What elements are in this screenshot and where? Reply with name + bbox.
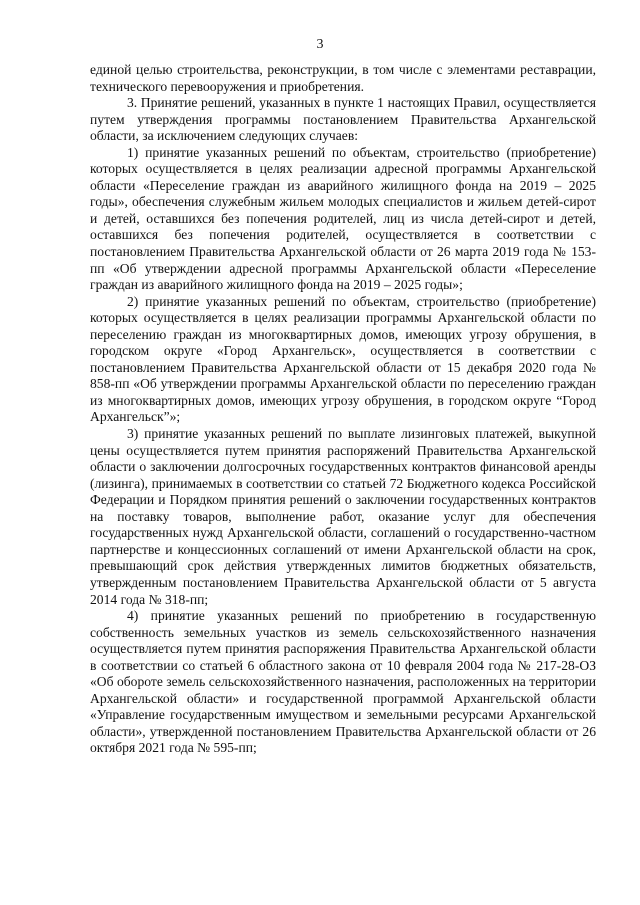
paragraph-subclause-2: 2) принятие указанных решений по объектам, строительство (приобретение) которых осуществляется в целях реализации программы Архангельской области по переселению граждан из многоквартирных домов, имеющих угрозу обрушения, в городском округе «Город Архангельск», осуществляется в соответствии с постановлением Правительства Архангельской области от 15 декабря 2020 года № 858-пп «Об утверждении программы Архангельской области по переселению граждан из многоквартирных домов, имеющих угрозу обрушения, в городском округе “Город Архангельск”»; bbox=[90, 293, 596, 425]
paragraph-clause-3: 3. Принятие решений, указанных в пункте 1 настоящих Правил, осуществляется путем утверждения программы постановлением Правительства Архангельской области, за исключением следующих случаев: bbox=[90, 95, 596, 144]
page-number: 3 bbox=[316, 37, 324, 52]
document-body bbox=[90, 62, 596, 757]
paragraph-subclause-4: 4) принятие указанных решений по приобретению в государственную собственность земельных участков из земель сельскохозяйственного назначения осуществляется путем принятия распоряжения Правительства Архангельской области в соответствии со статьей 6 областного закона от 10 февраля 2004 года № 217-28-ОЗ «Об обороте земель сельскохозяйственного назначения, расположенных на территории Архангельской области» и государственной программой Архангельской области «Управление государственным имуществом и земельными ресурсами Архангельской области», утвержденной постановлением Правительства Архангельской области от 26 октября 2021 года № 595-пп; bbox=[90, 608, 596, 756]
paragraph-subclause-3: 3) принятие указанных решений по выплате лизинговых платежей, выкупной цены осуществляется путем принятия распоряжений Правительства Архангельской области о заключении долгосрочных государственных контрактов финансовой аренды (лизинга), принимаемых в соответствии со статьей 72 Бюджетного кодекса Российской Федерации и Порядком принятия решений о заключении государственных контрактов на поставку товаров, выполнение работ, оказание услуг для обеспечения государственных нужд Архангельской области, соглашений о государственно-частном партнерстве и концессионных соглашений от имени Архангельской области на срок, превышающий срок действия утвержденных лимитов бюджетных обязательств, утвержденным постановлением Правительства Архангельской области от 5 августа 2014 года № 318-пп; bbox=[90, 426, 596, 607]
paragraph-subclause-1: 1) принятие указанных решений по объектам, строительство (приобретение) которых осуществляется в целях реализации адресной программы Архангельской области «Переселение граждан из аварийного жилищного фонда на 2019 – 2025 годы», обеспечения служебным жильем молодых специалистов и жильем детей-сирот и детей, оставшихся без попечения родителей, лиц из числа детей-сирот и детей, оставшихся без попечения родителей, осуществляется в соответствии с постановлением Правительства Архангельской области от 26 марта 2019 года № 153-пп «Об утверждении адресной программы Архангельской области «Переселение граждан из аварийного жилищного фонда на 2019 – 2025 годы»; bbox=[90, 144, 596, 293]
paragraph-continuation: единой целью строительства, реконструкции, в том числе с элементами реставрации, технического перевооружения и приобретения. bbox=[90, 62, 596, 94]
